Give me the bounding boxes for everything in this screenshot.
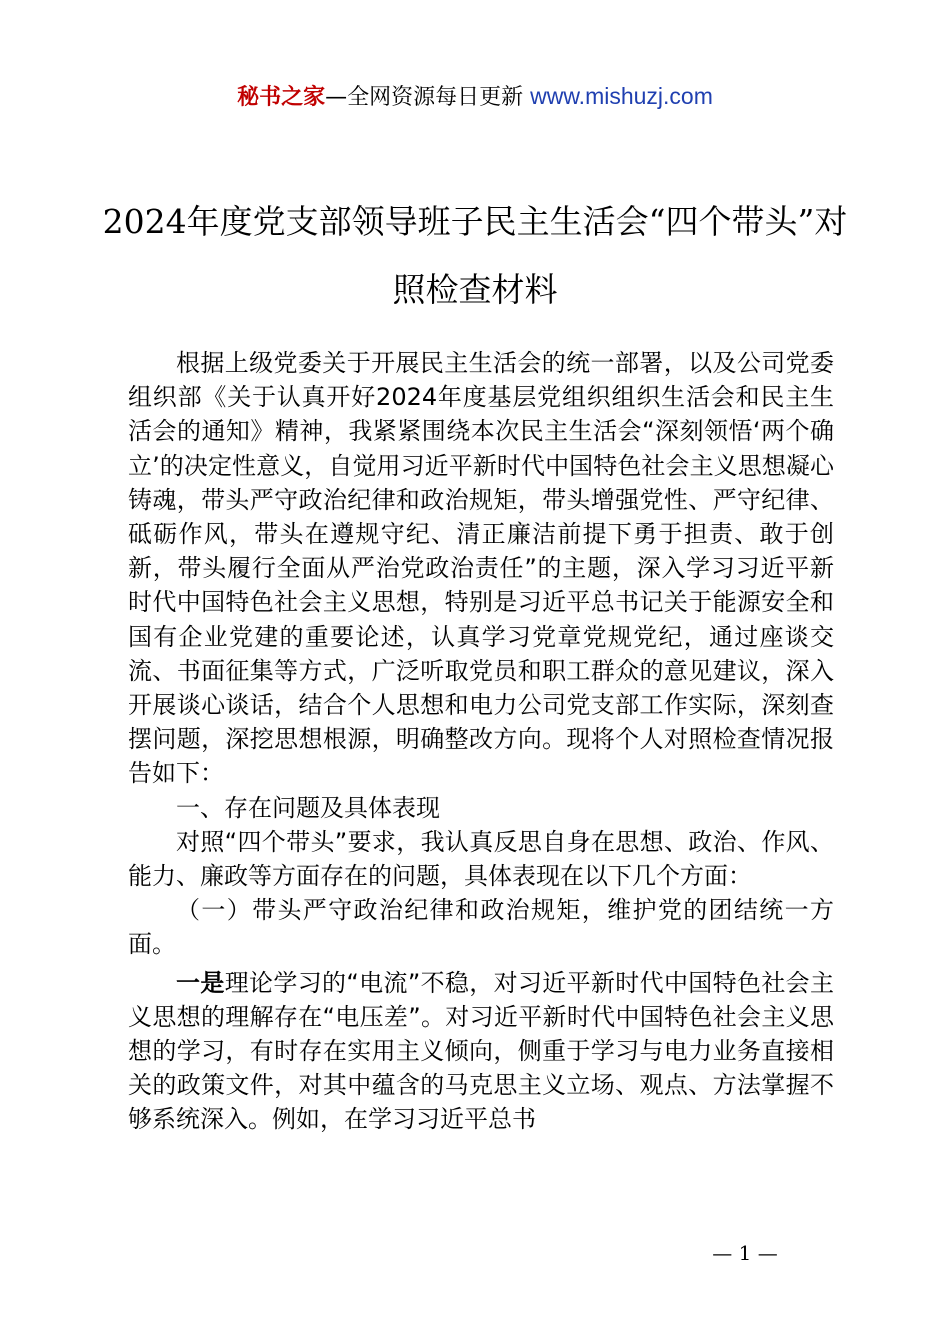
point-text: 理论学习的“电流”不稳，对习近平新时代中国特色社会主义思想的理解存在“电压差”。对习近平新时代中国特色社会主义思想的学习，有时存在实用主义倾向，侧重于学习与电力业务直接相关的政策文件，对其中蕴含的马克思主义立场、观点、方法掌握不够系统深入。例如，在学习习近平总书 — [128, 968, 835, 1134]
point-lead: 一是 — [176, 968, 225, 997]
page-number: — 1 — — [712, 1241, 778, 1265]
intro-paragraph: 根据上级党委关于开展民主生活会的统一部署，以及公司党委组织部《关于认真开好2024年度基层党组织组织生活会和民主生活会的通知》精神，我紧紧围绕本次民主生活会“深刻领悟‘两个确立’的决定性意义，自觉用习近平新时代中国特色社会主义思想凝心铸魂，带头严守政治纪律和政治规矩，带头增强党性、严守纪律、砥砺作风，带头在遵规守纪、清正廉洁前提下勇于担责、敢于创新，带头履行全面从严治党政治责任”的主题，深入学习习近平新时代中国特色社会主义思想，特别是习近平总书记关于能源安全和国有企业党建的重要论述，认真学习党章党规党纪，通过座谈交流、书面征集等方式，广泛听取党员和职工群众的意见建议，深入开展谈心谈话，结合个人思想和电力公司党支部工作实际，深刻查摆问题，深挖思想根源，明确整改方向。现将个人对照检查情况报告如下： — [128, 349, 834, 788]
brand-name: 秘书之家 — [237, 85, 326, 110]
header-tagline: —全网资源每日更新 — [325, 85, 531, 110]
subsection-heading: （一）带头严守政治纪律和政治规矩，维护党的团结统一方面。 — [128, 896, 834, 959]
section-heading: 一、存在问题及具体表现 — [176, 793, 440, 822]
document-body — [128, 346, 834, 1137]
site-url[interactable]: www.mishuzj.com — [530, 83, 713, 109]
document-title: 2024年度党支部领导班子民主生活会“四个带头”对照检查材料 — [102, 202, 848, 309]
watermark-header — [0, 80, 950, 114]
section-intro-paragraph: 对照“四个带头”要求，我认真反思自身在思想、政治、作风、能力、廉政等方面存在的问题，具体表现在以下几个方面： — [128, 827, 834, 891]
point-paragraph — [128, 966, 834, 1137]
